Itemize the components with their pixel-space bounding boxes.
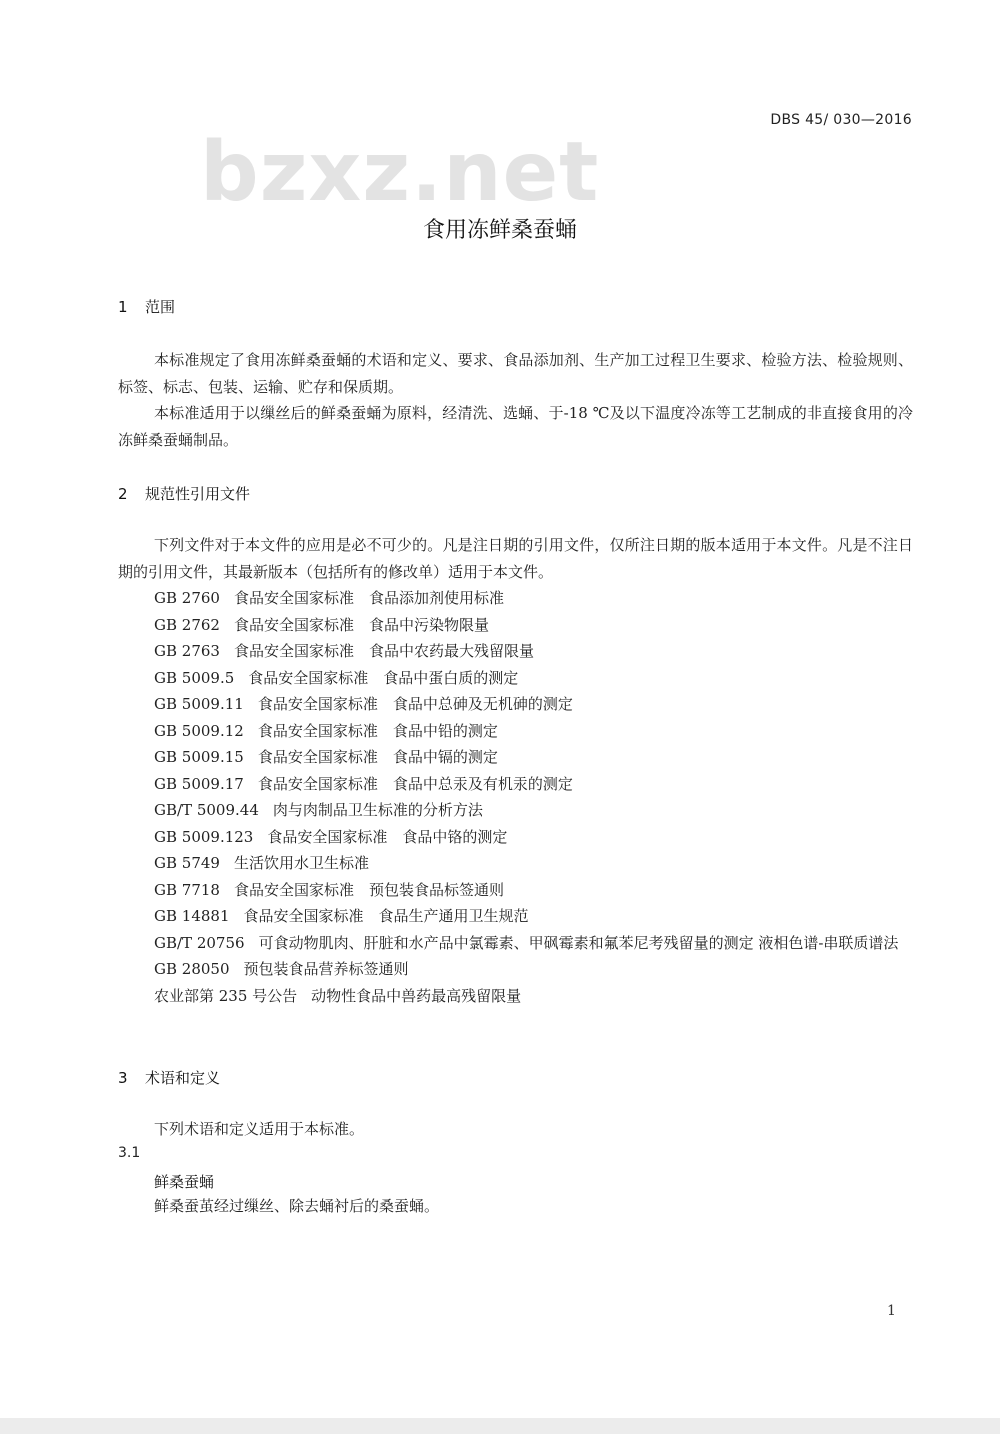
reference-list [154,585,914,1009]
reference-code: GB 5009.12 [154,721,244,740]
reference-item [154,718,914,745]
watermark-text: bzxz.net [200,125,600,220]
section-heading-terms [118,1067,220,1088]
reference-title: 食品安全国家标准 食品中铅的测定 [257,721,498,740]
reference-title: 食品安全国家标准 食品添加剂使用标准 [233,589,504,607]
term-definition: 鲜桑蚕茧经过缫丝、除去蛹衬后的桑蚕蛹。 [154,1197,440,1215]
reference-title: 食品安全国家标准 食品中农药最大残留限量 [233,642,534,660]
page-number: 1 [887,1303,896,1319]
document-title: 食用冻鲜桑蚕蛹 [422,218,577,243]
reference-item [154,956,914,983]
reference-item [154,877,914,904]
reference-code: GB/T 20756 [154,933,245,952]
reference-title: 食品安全国家标准 食品中镉的测定 [257,748,498,766]
reference-code: GB 5009.5 [154,668,235,687]
reference-title: 食品安全国家标准 食品中蛋白质的测定 [248,668,519,687]
reference-code: 农业部第 235 号公告 [154,986,298,1005]
reference-title: 食品安全国家标准 食品中总砷及无机砷的测定 [257,695,573,713]
scope-paragraph-2: 本标准适用于以缫丝后的鲜桑蚕蛹为原料，经清洗、选蛹、于-18 ℃及以下温度冷冻等工艺制成的非直接食用的冷冻鲜桑蚕蛹制品。 [118,404,913,449]
reference-item [154,612,914,639]
reference-code: GB 2760 [154,589,220,607]
reference-title: 食品安全国家标准 食品中污染物限量 [233,615,489,634]
reference-title: 食品安全国家标准 食品中总汞及有机汞的测定 [257,774,573,793]
references-intro: 下列文件对于本文件的应用是必不可少的。凡是注日期的引用文件，仅所注日期的版本适用于本文件。凡是不注日期的引用文件，其最新版本（包括所有的修改单）适用于本文件。 [118,536,913,581]
reference-item [154,983,914,1010]
reference-code: GB 2763 [154,642,220,660]
reference-item [154,691,914,718]
reference-item [154,824,914,851]
reference-code: GB 5749 [154,854,220,872]
reference-item [154,665,914,692]
reference-title: 可食动物肌肉、肝脏和水产品中氯霉素、甲砜霉素和氟苯尼考残留量的测定 液相色谱-串联质谱法 [258,933,899,952]
reference-code: GB 28050 [154,960,230,978]
reference-item [154,797,914,824]
terms-intro: 下列术语和定义适用于本标准。 [154,1120,365,1138]
scope-paragraph-1: 本标准规定了食用冻鲜桑蚕蛹的术语和定义、要求、食品添加剂、生产加工过程卫生要求、检验方法、检验规则、标签、标志、包装、运输、贮存和保质期。 [118,351,913,396]
reference-code: GB 2762 [154,615,220,634]
bottom-border [0,1418,1000,1434]
section-title: 术语和定义 [145,1069,221,1087]
reference-item [154,638,914,665]
section-heading-scope [118,296,175,317]
reference-code: GB 7718 [154,880,220,899]
reference-title: 食品安全国家标准 预包装食品标签通则 [233,880,504,899]
section-number: 2 [118,485,128,503]
reference-code: GB 5009.15 [154,748,244,766]
reference-title: 动物性食品中兽药最高残留限量 [311,986,522,1005]
reference-item [154,771,914,798]
reference-item [154,744,914,771]
reference-item [154,903,914,930]
reference-code: GB 5009.123 [154,827,254,846]
reference-item [154,850,914,877]
term-name: 鲜桑蚕蛹 [154,1173,215,1191]
reference-title: 肉与肉制品卫生标准的分析方法 [272,801,483,819]
reference-title: 生活饮用水卫生标准 [233,854,369,872]
section-heading-references [118,483,250,504]
reference-title: 食品安全国家标准 食品中铬的测定 [267,827,508,846]
reference-title: 食品安全国家标准 食品生产通用卫生规范 [243,907,529,925]
subsection-number: 3.1 [118,1145,141,1161]
reference-item [154,585,914,612]
section-title: 规范性引用文件 [145,485,251,503]
reference-code: GB/T 5009.44 [154,801,259,819]
standard-code: DBS 45/ 030—2016 [770,112,912,128]
reference-item [118,930,913,957]
section-number: 3 [118,1069,128,1087]
reference-title: 预包装食品营养标签通则 [243,960,409,978]
reference-code: GB 5009.17 [154,774,244,793]
reference-code: GB 14881 [154,907,230,925]
section-title: 范围 [145,298,176,316]
reference-code: GB 5009.11 [154,695,244,713]
section-number: 1 [118,298,128,316]
